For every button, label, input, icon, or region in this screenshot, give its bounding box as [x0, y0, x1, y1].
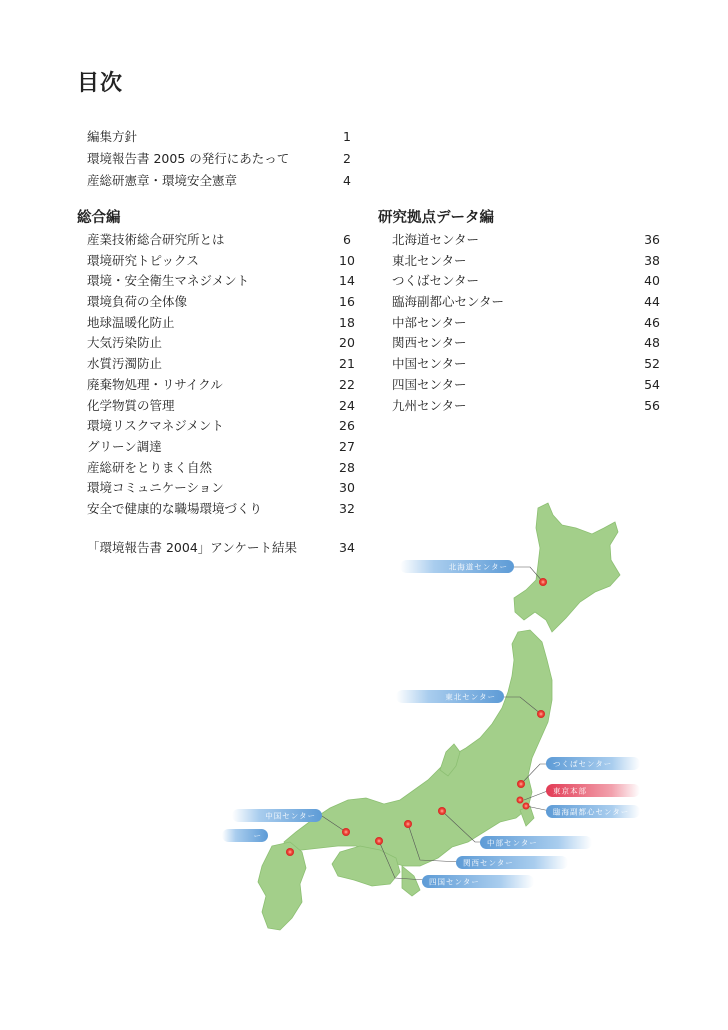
- toc-entry-page: 26: [339, 418, 355, 434]
- map-label-shikoku[interactable]: [422, 875, 534, 888]
- shikoku-site-marker[interactable]: [375, 837, 383, 845]
- toc-entry-label: つくばセンター: [392, 273, 480, 289]
- kii-peninsula: [402, 866, 420, 896]
- toc-entry-page: 54: [644, 376, 660, 392]
- toc-entry-page: 36: [644, 232, 660, 247]
- map-label-text: つくばセンター: [553, 759, 613, 769]
- toc-entry-label: 環境報告書 2005 の発行にあたって: [87, 151, 290, 166]
- toc-entry-page: 38: [644, 252, 660, 268]
- toc-entry-page: 20: [339, 335, 355, 351]
- toc-entry-page: 24: [339, 397, 355, 413]
- toc-entry-label: 環境研究トピックス: [87, 252, 199, 268]
- map-label-text: ー: [253, 831, 262, 841]
- tokyo-honbu-site-marker[interactable]: [517, 797, 524, 804]
- toc-entry-label: 水質汚濁防止: [87, 356, 163, 372]
- toc-entry-label: 関西センター: [392, 335, 467, 351]
- toc-entry-page: 6: [343, 232, 351, 247]
- map-label-text: 北海道センター: [448, 562, 508, 572]
- kyushu-island: [258, 842, 306, 930]
- toc-entry-page: 46: [644, 314, 660, 330]
- toc-entry-page: 27: [339, 438, 355, 454]
- map-label-text: 関西センター: [463, 858, 514, 868]
- toc-entry-label: 産業技術総合研究所とは: [87, 232, 225, 247]
- map-label-tohoku[interactable]: [396, 690, 504, 703]
- map-label-chubu[interactable]: [480, 836, 592, 849]
- toc-entry-label: 産総研をとりまく自然: [87, 459, 213, 475]
- toc-entry-label: 臨海副都心センター: [392, 294, 505, 310]
- toc-entry-label: 環境負荷の全体像: [87, 294, 188, 310]
- page-title: 目次: [77, 71, 124, 96]
- toc-entry-label: 大気汚染防止: [87, 335, 163, 351]
- toc-entry-page: 48: [644, 335, 660, 351]
- toc-entry-page: 21: [339, 356, 355, 372]
- toc-entry-page: 32: [339, 500, 355, 516]
- toc-entry-page: 34: [339, 540, 355, 555]
- toc-entry-page: 16: [339, 294, 355, 310]
- toc-entry-label: 環境コミュニケーション: [87, 480, 224, 496]
- research-sites-heading: 研究拠点データ編: [378, 210, 494, 226]
- map-label-kyushu[interactable]: [222, 829, 268, 842]
- map-label-rinkai[interactable]: [546, 805, 640, 818]
- toc-entry-label: 四国センター: [392, 376, 467, 392]
- map-label-text: 中国センター: [265, 811, 316, 821]
- toc-entry-page: 4: [343, 173, 351, 188]
- kansai-site-marker[interactable]: [404, 820, 412, 828]
- toc-entry-label: 化学物質の管理: [87, 397, 175, 413]
- map-label-kansai[interactable]: [456, 856, 568, 869]
- map-label-chugoku[interactable]: [232, 809, 322, 822]
- toc-entry-label: 東北センター: [392, 252, 467, 268]
- map-label-text: 臨海副都心センター: [553, 807, 630, 817]
- toc-entry-label: 廃棄物処理・リサイクル: [87, 376, 223, 392]
- map-label-tsukuba[interactable]: [546, 757, 640, 770]
- kyushu-site-marker[interactable]: [286, 848, 294, 856]
- toc-entry-page: 1: [343, 129, 351, 144]
- toc-entry-page: 44: [644, 294, 660, 310]
- toc-entry-page: 22: [339, 376, 355, 392]
- chugoku-site-marker[interactable]: [342, 828, 350, 836]
- map-label-text: 東北センター: [445, 692, 496, 702]
- toc-entry-page: 40: [644, 273, 660, 289]
- toc-entry-label: 九州センター: [392, 397, 467, 413]
- toc-entry-label: 中部センター: [392, 314, 467, 330]
- toc-entry-label: 編集方針: [87, 129, 138, 144]
- toc-entry-label: 産総研憲章・環境安全憲章: [87, 173, 238, 188]
- chubu-site-marker[interactable]: [438, 807, 446, 815]
- toc-entry-page: 2: [343, 151, 351, 166]
- toc-entry-page: 52: [644, 356, 660, 372]
- general-section-heading: 総合編: [77, 210, 121, 226]
- map-label-text: 四国センター: [429, 877, 480, 887]
- rinkai-site-marker[interactable]: [523, 803, 530, 810]
- tohoku-site-marker[interactable]: [537, 710, 545, 718]
- toc-entry-label: 環境・安全衛生マネジメント: [87, 273, 250, 289]
- toc-entry-page: 56: [644, 397, 660, 413]
- map-label-hokkaido[interactable]: [400, 560, 514, 573]
- toc-entry-page: 10: [339, 252, 355, 268]
- hokkaido-island: [514, 503, 620, 632]
- toc-entry-page: 18: [339, 314, 355, 330]
- toc-entry-label: グリーン調達: [87, 438, 162, 454]
- toc-entry-label: 地球温暖化防止: [87, 314, 175, 330]
- map-label-text: 東京本部: [553, 786, 587, 796]
- toc-entry-label: 中国センター: [392, 356, 467, 372]
- tsukuba-site-marker[interactable]: [517, 780, 525, 788]
- hokkaido-site-marker[interactable]: [539, 578, 547, 586]
- toc-entry-label: 北海道センター: [392, 232, 480, 247]
- toc-entry-page: 28: [339, 459, 355, 475]
- toc-entry-label: 安全で健康的な職場環境づくり: [87, 500, 263, 516]
- toc-entry-label: 環境リスクマネジメント: [87, 418, 224, 434]
- map-label-text: 中部センター: [487, 838, 538, 848]
- honshu-island: [284, 630, 552, 866]
- map-label-honbu[interactable]: [546, 784, 640, 797]
- toc-entry-page: 30: [339, 480, 355, 496]
- toc-entry-label: 「環境報告書 2004」アンケート結果: [87, 540, 298, 555]
- toc-entry-page: 14: [339, 273, 355, 289]
